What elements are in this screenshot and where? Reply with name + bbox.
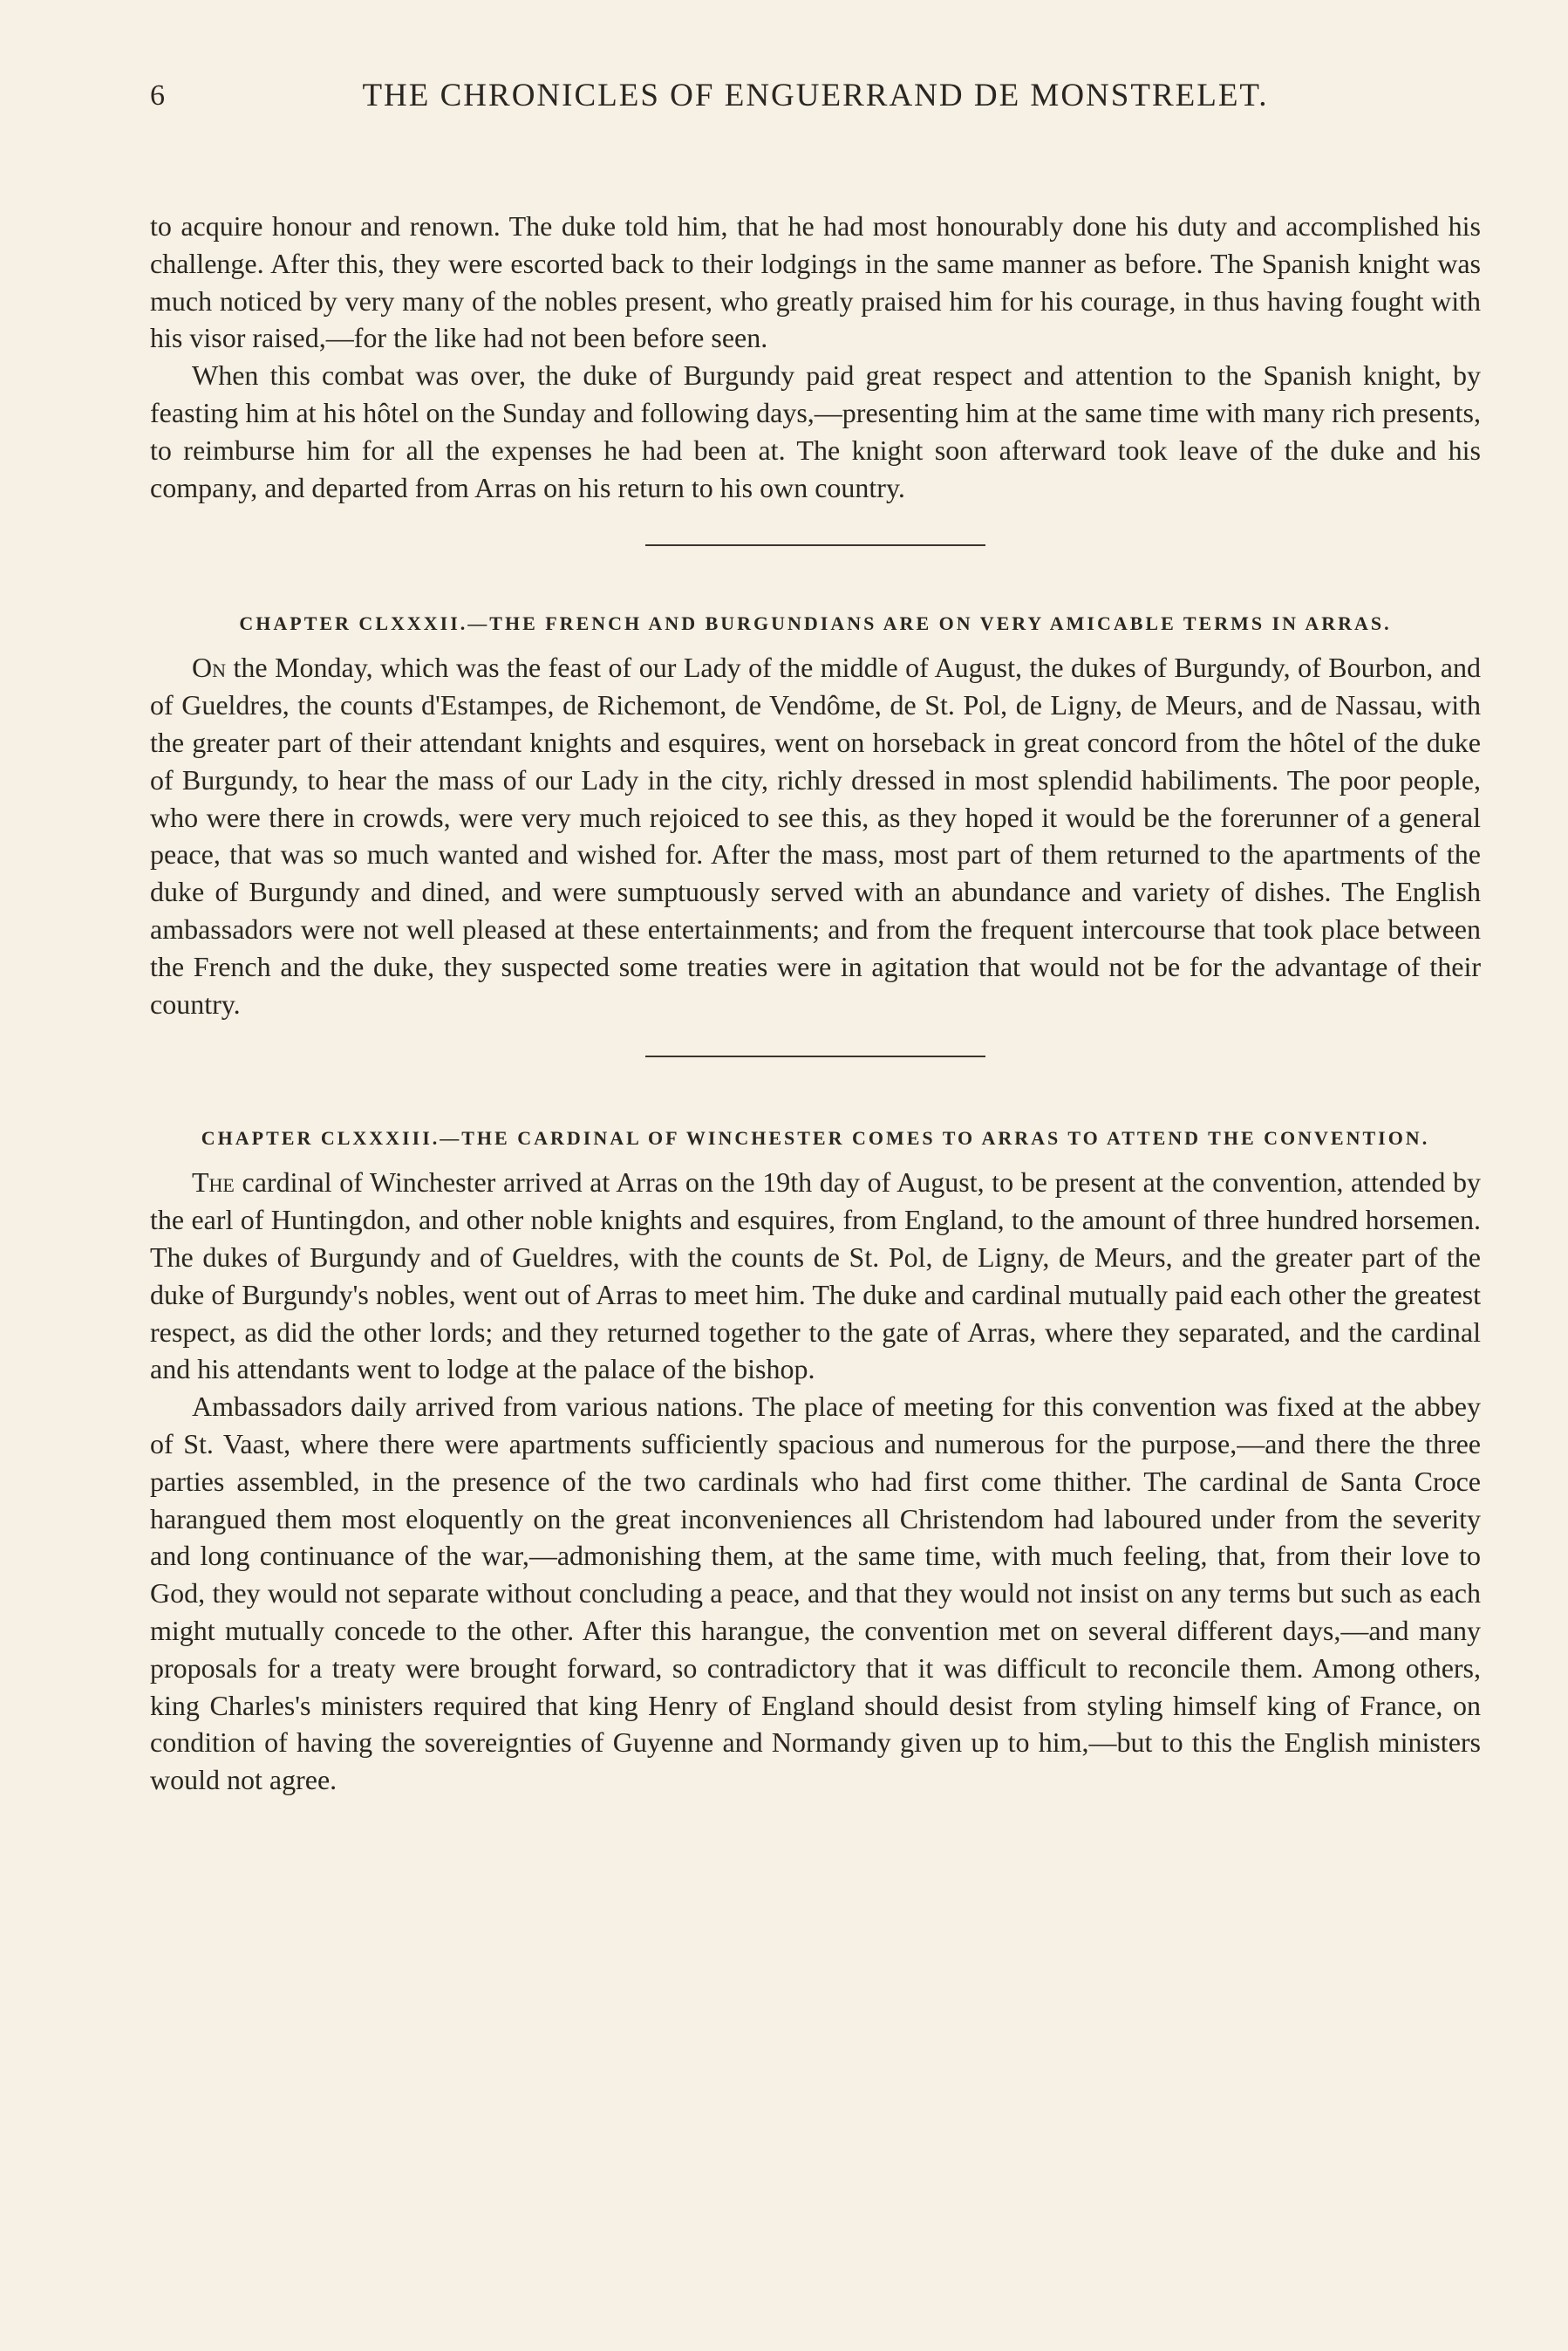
opening-word: On <box>192 652 226 684</box>
running-title: THE CHRONICLES OF ENGUERRAND DE MONSTRELET. <box>362 78 1269 113</box>
paragraph: to acquire honour and renown. The duke told him, that he had most honourably done his duty and accomplished his challenge. After this, they were escorted back to their lodgings in the same manner as before. The Spanish knight was much noticed by very many of the nobles present, who greatly praised him for his courage, in thus having fought with his visor raised,—for the like had not been before seen. <box>150 210 1481 354</box>
continuation-text <box>150 208 1481 506</box>
section-divider <box>645 1056 985 1057</box>
paragraph <box>150 649 1481 1022</box>
paragraph-body: the Monday, which was the feast of our Lady of the middle of August, the dukes of Burgundy, of Bourbon, and of Gueldres, the counts d'Estampes, de Richemont, de Vendôme, de St. Pol, de Ligny, de Meurs, and de Nassau, with the greater part of their attendant knights and esquires, went on horseback in great concord from the hôtel of the duke of Burgundy, to hear the mass of our Lady in the city, richly dressed in most splendid habiliments. The poor people, who were there in crowds, were very much rejoiced to see this, as they hoped it would be the forerunner of a general peace, that was so much wanted and wished for. After the mass, most part of them returned to the apartments of the duke of Burgundy and dined, and were sumptuously served with an abundance and variety of dishes. The English ambassadors were not well pleased at these entertainments; and from the frequent intercourse that took place between the French and the duke, they suspected some treaties were in agitation that would not be for the advantage of their country. <box>150 652 1481 1020</box>
section-divider <box>645 544 985 546</box>
page-number: 6 <box>150 79 167 112</box>
chapter-heading-clxxxiii: CHAPTER CLXXXIII.—THE CARDINAL OF WINCHESTER COMES TO ARRAS TO ATTEND THE CONVENTION. <box>201 1127 1430 1150</box>
paragraph <box>150 1164 1481 1388</box>
chapter-heading-clxxxii: CHAPTER CLXXXII.—THE FRENCH AND BURGUNDIANS ARE ON VERY AMICABLE TERMS IN ARRAS. <box>239 612 1392 635</box>
paragraph-body: cardinal of Winchester arrived at Arras on the 19th day of August, to be present at the convention, attended by the earl of Huntingdon, and other noble knights and esquires, from England, to the amount of three hundred horsemen. The dukes of Burgundy and of Gueldres, with the counts de St. Pol, de Ligny, de Meurs, and the greater part of the duke of Burgundy's nobles, went out of Arras to meet him. The duke and cardinal mutually paid each other the greatest respect, as did the other lords; and they returned together to the gate of Arras, where they separated, and the cardinal and his attendants went to lodge at the palace of the bishop. <box>150 1166 1481 1385</box>
running-head <box>150 70 1481 122</box>
paragraph: When this combat was over, the duke of Burgundy paid great respect and attention to the Spanish knight, by feasting him at his hôtel on the Sunday and following days,—presenting him at the same time with many rich presents, to reimburse him for all the expenses he had been at. The knight soon afterward took leave of the duke and his company, and departed from Arras on his return to his own country. <box>150 359 1481 503</box>
paragraph: Ambassadors daily arrived from various nations. The place of meeting for this convention was fixed at the abbey of St. Vaast, where there were apartments sufficiently spacious and numerous for the purpose,—and there the three parties assembled, in the presence of the two cardinals who had first come thither. The cardinal de Santa Croce harangued them most eloquently on the great inconveniences all Christendom had laboured under from the severity and long continuance of the war,—admonishing them, at the same time, with much feeling, that, from their love to God, they would not separate without concluding a peace, and that they would not insist on any terms but such as each might mutually concede to the other. After this harangue, the convention met on several different days,—and many proposals for a treaty were brought forward, so contradictory that it was difficult to reconcile them. Among others, king Charles's ministers required that king Henry of England should desist from styling himself king of France, on condition of having the sovereignties of Guyenne and Normandy given up to him,—but to this the English ministers would not agree. <box>150 1391 1481 1796</box>
opening-word: The <box>192 1166 235 1199</box>
